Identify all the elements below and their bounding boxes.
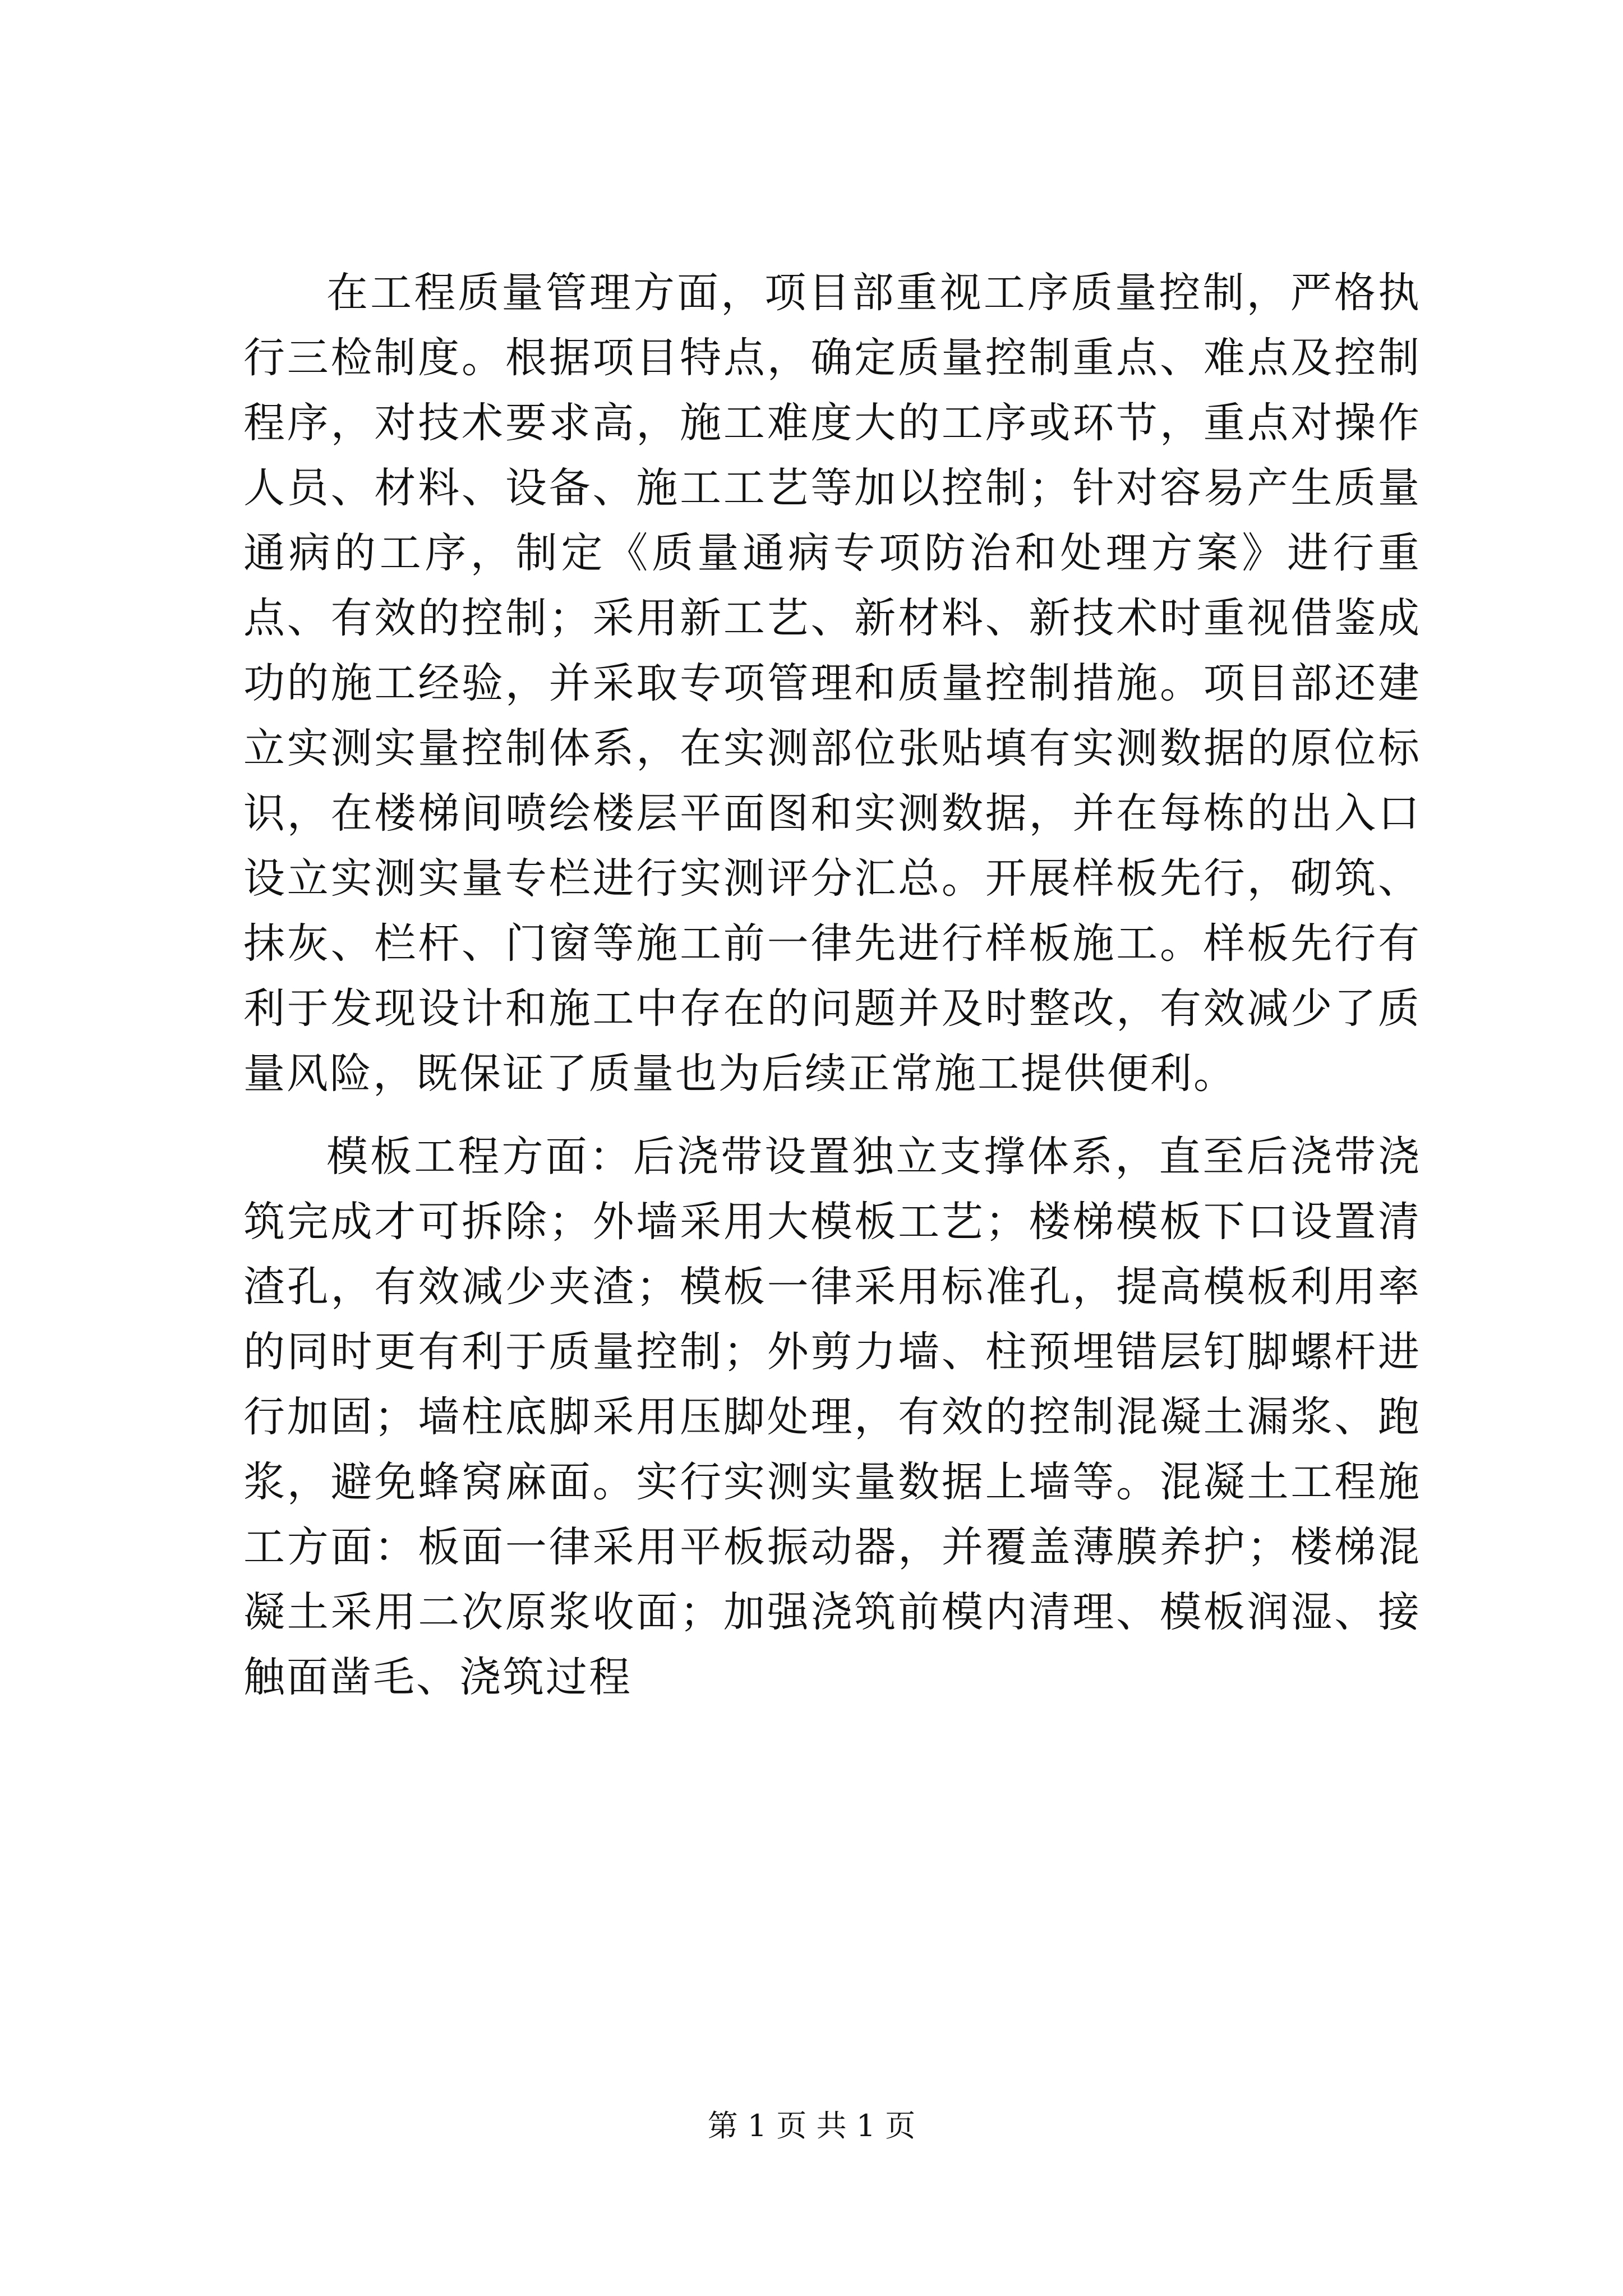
paragraph-formwork-concrete: 模板工程方面：后浇带设置独立支撑体系，直至后浇带浇筑完成才可拆除；外墙采用大模板工艺；楼梯模板下口设置清渣孔，有效减少夹渣；模板一律采用标准孔，提高模板利用率的同时更有利于质量控制；外剪力墙、柱预埋错层钉脚螺杆进行加固；墙柱底脚采用压脚处理，有效的控制混凝土漏浆、跑浆，避免蜂窝麻面。实行实测实量数据上墙等。混凝土工程施工方面：板面一律采用平板振动器，并覆盖薄膜养护；楼梯混凝土采用二次原浆收面；加强浇筑前模内清理、模板润湿、接触面凿毛、浇筑过程 [243, 1133, 1421, 1701]
document-body [243, 260, 1421, 1710]
paragraph-quality-management: 在工程质量管理方面，项目部重视工序质量控制，严格执行三检制度。根据项目特点，确定质量控制重点、难点及控制程序，对技术要求高，施工难度大的工序或环节，重点对操作人员、材料、设备、施工工艺等加以控制；针对容易产生质量通病的工序，制定《质量通病专项防治和处理方案》进行重点、有效的控制；采用新工艺、新材料、新技术时重视借鉴成功的施工经验，并采取专项管理和质量控制措施。项目部还建立实测实量控制体系，在实测部位张贴填有实测数据的原位标识，在楼梯间喷绘楼层平面图和实测数据，并在每栋的出入口设立实测实量专栏进行实测评分汇总。开展样板先行，砌筑、抹灰、栏杆、门窗等施工前一律先进行样板施工。样板先行有利于发现设计和施工中存在的问题并及时整改，有效减少了质量风险，既保证了质量也为后续正常施工提供便利。 [243, 269, 1421, 1098]
page-number-footer: 第 1 页 共 1 页 [707, 2108, 916, 2143]
